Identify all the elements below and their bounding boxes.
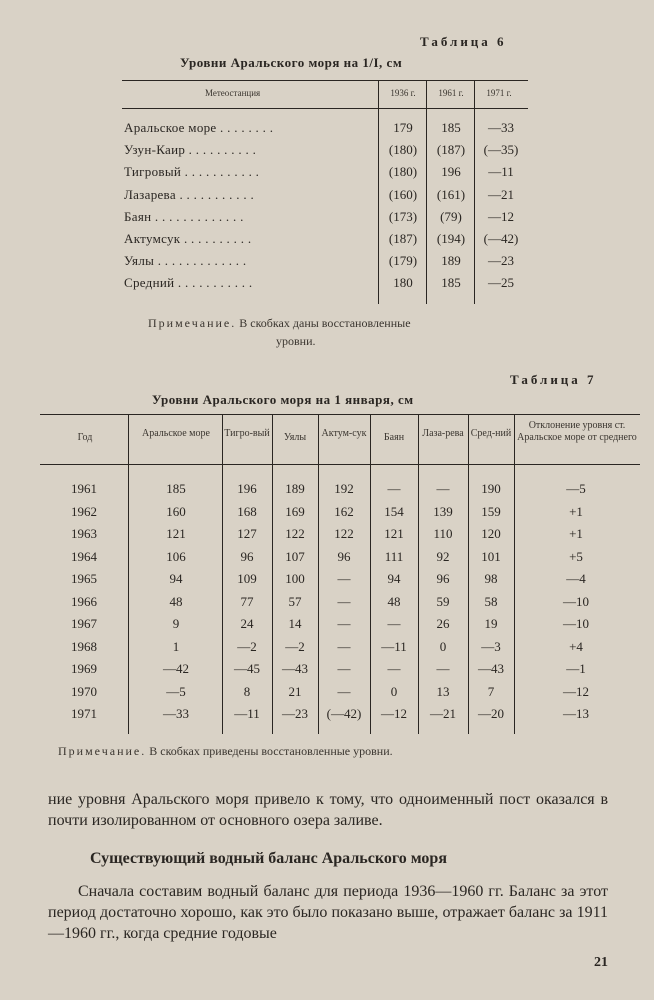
station-name: Уялы . . . . . . . . . . . . . [124,253,247,269]
level-value: — [337,683,351,699]
level-value: 120 [481,526,501,541]
table-7-top-rule [40,414,640,415]
table-6-note-text: В скобках даны восстановленные [239,316,411,330]
table-6-note-text-line2: уровни. [276,334,316,348]
level-value: 57 [288,593,302,609]
table-7-row [0,684,654,706]
level-value: 19 [484,616,498,631]
level-value: —33 [163,706,189,721]
table-7-row [0,639,654,661]
year-cell: 1966 [71,593,97,609]
level-value: 196 [441,164,461,180]
level-value: (179) [388,253,418,269]
level-value: 162 [334,503,354,519]
level-value: —2 [285,638,305,654]
level-value: —4 [566,571,586,586]
level-value: 185 [441,120,461,135]
table-6-header-1961: 1961 г. [438,88,464,98]
table-6-row [0,253,654,275]
table-7-row [0,594,654,616]
level-value: — [337,593,351,609]
level-value: 169 [285,503,305,519]
level-value: 185 [441,275,461,291]
station-name: Баян . . . . . . . . . . . . . [124,208,244,224]
level-value: 96 [337,548,351,564]
level-value: —11 [488,164,514,180]
section-heading: Существующий водный баланс Аральского моря [90,850,447,867]
level-value: — [337,616,351,631]
table-7-row [0,616,654,638]
level-value: 96 [240,548,254,564]
table-6-row [0,142,654,164]
level-value: —11 [381,638,407,654]
level-value: 59 [436,593,450,609]
level-value: (—35) [483,142,519,158]
level-value: 100 [285,571,305,586]
table-6-row [0,187,654,209]
table-7-row [0,549,654,571]
level-value: —12 [563,683,589,699]
level-value: —5 [566,481,586,496]
table-7-row [0,706,654,728]
level-value: 21 [288,683,302,699]
level-value: 122 [285,526,305,541]
level-value: +1 [569,526,583,541]
table-7-header-lazareva: Лаза-рева [422,428,464,439]
level-value: 48 [169,593,183,609]
level-value: 101 [481,548,501,564]
table-7-note [58,744,393,759]
level-value: —5 [166,683,186,699]
page-number: 21 [594,955,608,970]
level-value: +5 [569,548,583,564]
level-value: (—42) [483,231,519,246]
level-value: (187) [388,231,418,246]
station-name: Тигровый . . . . . . . . . . . [124,164,260,180]
table-7-row [0,661,654,683]
level-value: — [436,661,450,676]
level-value: 26 [436,616,450,631]
table-7-header-average: Сред-ний [470,428,512,439]
level-value: (180) [388,142,418,158]
table-7-header-uyaly: Уялы [283,432,307,443]
level-value: 0 [439,638,447,654]
level-value: 185 [166,481,186,496]
level-value: —23 [282,706,308,721]
level-value: 179 [393,120,413,135]
level-value: —10 [563,593,589,609]
level-value: 109 [237,571,257,586]
station-name: Аральское море . . . . . . . . [124,120,274,135]
level-value: — [387,661,401,676]
level-value: —2 [237,638,257,654]
level-value: 0 [390,683,398,699]
table-7-row [0,571,654,593]
table-6-note [148,314,538,350]
table-6-caption: Таблица 6 [420,34,507,49]
level-value: 110 [433,526,453,541]
level-value: — [436,481,450,496]
year-cell: 1971 [71,706,97,721]
level-value: —21 [430,706,456,721]
table-6-row [0,275,654,297]
level-value: —13 [563,706,589,721]
level-value: 122 [334,526,354,541]
level-value: —25 [488,275,514,291]
year-cell: 1963 [71,526,97,541]
table-7-row [0,504,654,526]
table-7-row [0,481,654,503]
table-6-header-rule [122,108,528,109]
table-6-row [0,164,654,186]
level-value: —10 [563,616,589,631]
level-value: 7 [487,683,495,699]
level-value: 92 [436,548,450,564]
level-value: —21 [488,186,514,202]
level-value: (—42) [326,706,362,721]
year-cell: 1965 [71,571,97,586]
level-value: (180) [388,164,418,180]
year-cell: 1962 [71,503,97,519]
level-value: 196 [237,481,257,496]
level-value: (160) [388,186,418,202]
station-name: Актумсук . . . . . . . . . . [124,231,252,246]
year-cell: 1961 [71,481,97,496]
level-value: 127 [237,526,257,541]
level-value: —1 [566,661,586,676]
level-value: 154 [384,503,404,519]
level-value: —11 [234,706,260,721]
year-cell: 1967 [71,616,97,631]
level-value: — [337,638,351,654]
level-value: 192 [334,481,354,496]
level-value: 48 [387,593,401,609]
level-value: +4 [569,638,583,654]
level-value: 160 [166,503,186,519]
level-value: — [387,616,401,631]
level-value: —20 [478,706,504,721]
table-7-caption: Таблица 7 [510,372,597,387]
level-value: —12 [488,208,514,224]
level-value: 98 [484,571,498,586]
level-value: 58 [484,593,498,609]
year-cell: 1969 [71,661,97,676]
level-value: 1 [172,638,180,654]
level-value: (173) [388,208,418,224]
level-value: 14 [288,616,302,631]
level-value: 107 [285,548,305,564]
level-value: 106 [166,548,186,564]
level-value: 96 [436,571,450,586]
level-value: 94 [387,571,401,586]
table-7-title: Уровни Аральского моря на 1 января, см [152,392,414,407]
level-value: 180 [393,275,413,291]
level-value: 8 [243,683,251,699]
paragraph-continuation: ние уровня Аральского моря привело к тому, что одноименный пост оказался в почти изолированном от основного озера заливе. [48,791,608,829]
level-value: (161) [436,186,466,202]
level-value: 13 [436,683,450,699]
level-value: —23 [488,253,514,269]
table-6-header-1936: 1936 г. [390,88,416,98]
level-value: (79) [440,208,462,224]
level-value: (194) [436,231,466,246]
table-6-top-rule [122,80,528,81]
year-cell: 1968 [71,638,97,654]
station-name: Лазарева . . . . . . . . . . . [124,186,254,202]
level-value: 94 [169,571,183,586]
table-7-header-deviation: Отклонение уровня ст. Аральское море от среднего [517,420,637,443]
table-7-note-label: Примечание. [58,744,147,758]
year-cell: 1964 [71,548,97,564]
level-value: 159 [481,503,501,519]
table-6-header-station: Метеостанция [205,88,261,98]
level-value: — [337,661,351,676]
level-value: —45 [234,661,260,676]
level-value: —3 [481,638,501,654]
year-cell: 1970 [71,683,97,699]
level-value: (187) [436,142,466,158]
level-value: —43 [282,661,308,676]
level-value: —42 [163,661,189,676]
table-7-header-rule [40,464,640,465]
table-6-row [0,120,654,142]
level-value: +1 [569,503,583,519]
level-value: 9 [172,616,180,631]
level-value: —12 [381,706,407,721]
level-value: 189 [441,253,461,269]
station-name: Узун-Каир . . . . . . . . . . [124,142,257,158]
level-value: — [387,481,401,496]
level-value: 111 [384,548,404,564]
paragraph-water-balance: Сначала составим водный баланс для периода 1936—1960 гг. Баланс за этот период достаточно хорошо, как это было показано выше, отражает баланс за 1911—1960 гг., когда средние годовые [48,883,608,942]
table-7-header-year: Год [77,432,93,443]
level-value: 121 [166,526,186,541]
level-value: 77 [240,593,254,609]
level-value: 189 [285,481,305,496]
table-6-title: Уровни Аральского моря на 1/I, см [180,55,403,70]
station-name: Средний . . . . . . . . . . . [124,275,253,291]
level-value: 121 [384,526,404,541]
table-6-row [0,209,654,231]
table-7-row [0,526,654,548]
level-value: — [337,571,351,586]
level-value: —33 [488,120,514,135]
table-6-header-1971: 1971 г. [486,88,512,98]
level-value: —43 [478,661,504,676]
table-6-row [0,231,654,253]
table-7-header-tigrovy: Тигро-вый [224,428,270,439]
table-7-header-aral: Аральское море [142,428,210,439]
level-value: 190 [481,481,501,496]
level-value: 168 [237,503,257,519]
level-value: 24 [240,616,254,631]
table-7-header-aktumsuk: Актум-сук [321,428,367,439]
table-6-note-label: Примечание. [148,316,237,330]
table-7-note-text: В скобках приведены восстановленные уровни. [149,744,393,758]
level-value: 139 [433,503,453,519]
table-7-header-bayan: Баян [383,432,405,443]
